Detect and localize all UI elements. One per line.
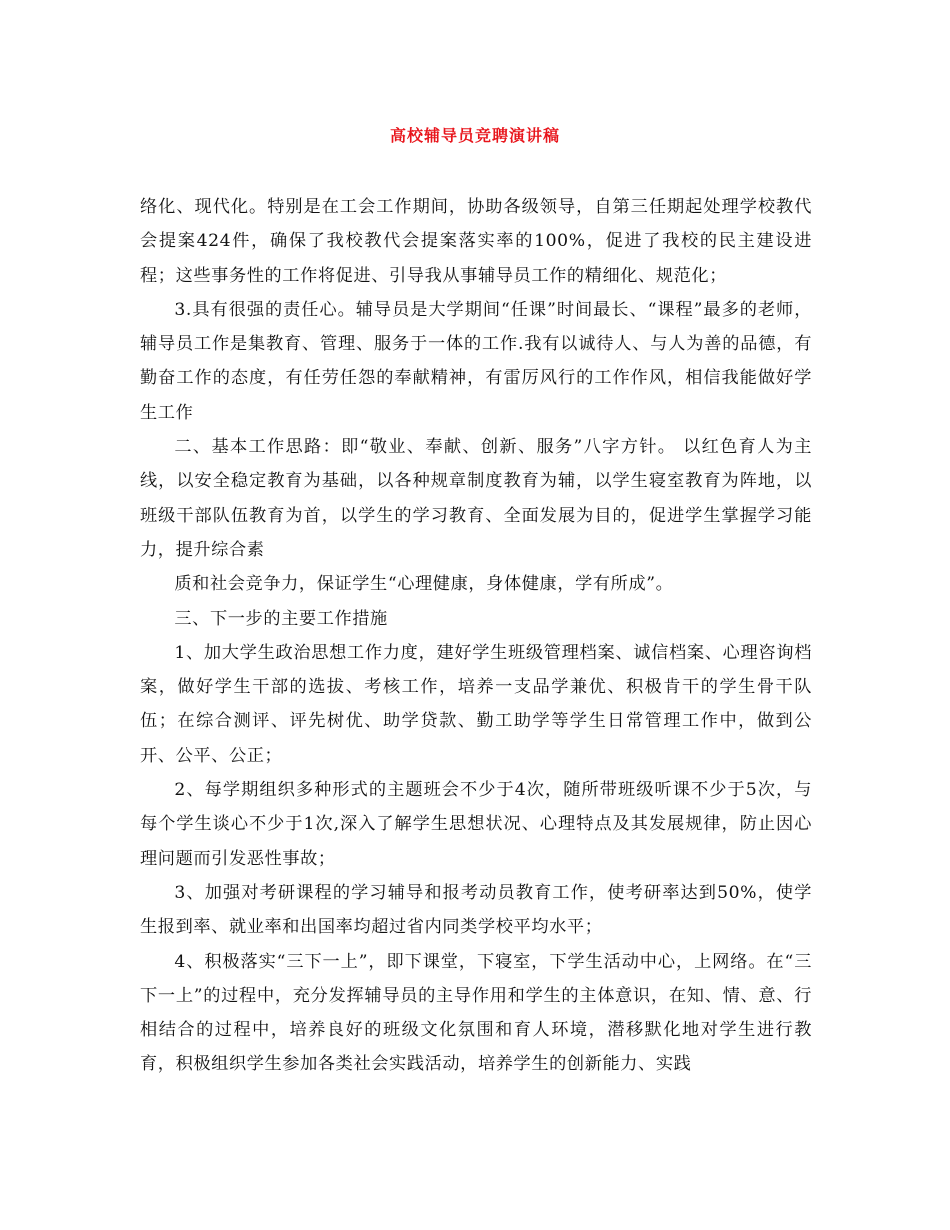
paragraph: 二、基本工作思路：即“敬业、奉献、创新、服务”八字方针。 以红色育人为主线，以安全稳定教育为基础，以各种规章制度教育为辅，以学生寝室教育为阵地，以班级干部队伍教育为首，以学生的学习教育、全面发展为目的，促进学生掌握学习能力，提升综合素 (140, 437, 812, 560)
paragraph: 质和社会竞争力，保证学生“心理健康，身体健康，学有所成”。 (174, 574, 674, 595)
section-heading: 三、下一步的主要工作措施 (174, 608, 388, 629)
paragraph: 络化、现代化。特别是在工会工作期间，协助各级领导，自第三任期起处理学校教代会提案424件，确保了我校教代会提案落实率的100%，促进了我校的民主建设进程；这些事务性的工作将促进、引导我从事辅导员工作的精细化、规范化； (140, 197, 812, 286)
document-body (140, 190, 812, 1082)
paragraph: 4、积极落实“三下一上”，即下课堂，下寝室，下学生活动中心，上网络。在“三下一上”的过程中，充分发挥辅导员的主导作用和学生的主体意识，在知、情、意、行相结合的过程中，培养良好的班级文化氛围和育人环境，潜移默化地对学生进行教育，积极组织学生参加各类社会实践活动，培养学生的创新能力、实践 (140, 951, 812, 1075)
paragraph: 1、加大学生政治思想工作力度，建好学生班级管理档案、诚信档案、心理咨询档案，做好学生干部的选拔、考核工作，培养一支品学兼优、积极肯干的学生骨干队伍；在综合测评、评先树优、助学贷款、勤工助学等学生日常管理工作中，做到公开、公平、公正； (140, 642, 812, 766)
paragraph: 2、每学期组织多种形式的主题班会不少于4次，随所带班级听课不少于5次，与每个学生谈心不少于1次,深入了解学生思想状况、心理特点及其发展规律，防止因心理问题而引发恶性事故； (140, 780, 812, 869)
paragraph: 3、加强对考研课程的学习辅导和报考动员教育工作，使考研率达到50%，使学生报到率、就业率和出国率均超过省内同类学校平均水平； (140, 882, 812, 938)
paragraph: 3.具有很强的责任心。辅导员是大学期间“任课”时间最长、“课程”最多的老师，辅导员工作是集教育、管理、服务于一体的工作.我有以诚待人、与人为善的品德，有勤奋工作的态度，有任劳任怨的奉献精神，有雷厉风行的工作作风，相信我能做好学生工作 (140, 299, 812, 423)
document-title: 高校辅导员竞聘演讲稿 (389, 126, 560, 145)
